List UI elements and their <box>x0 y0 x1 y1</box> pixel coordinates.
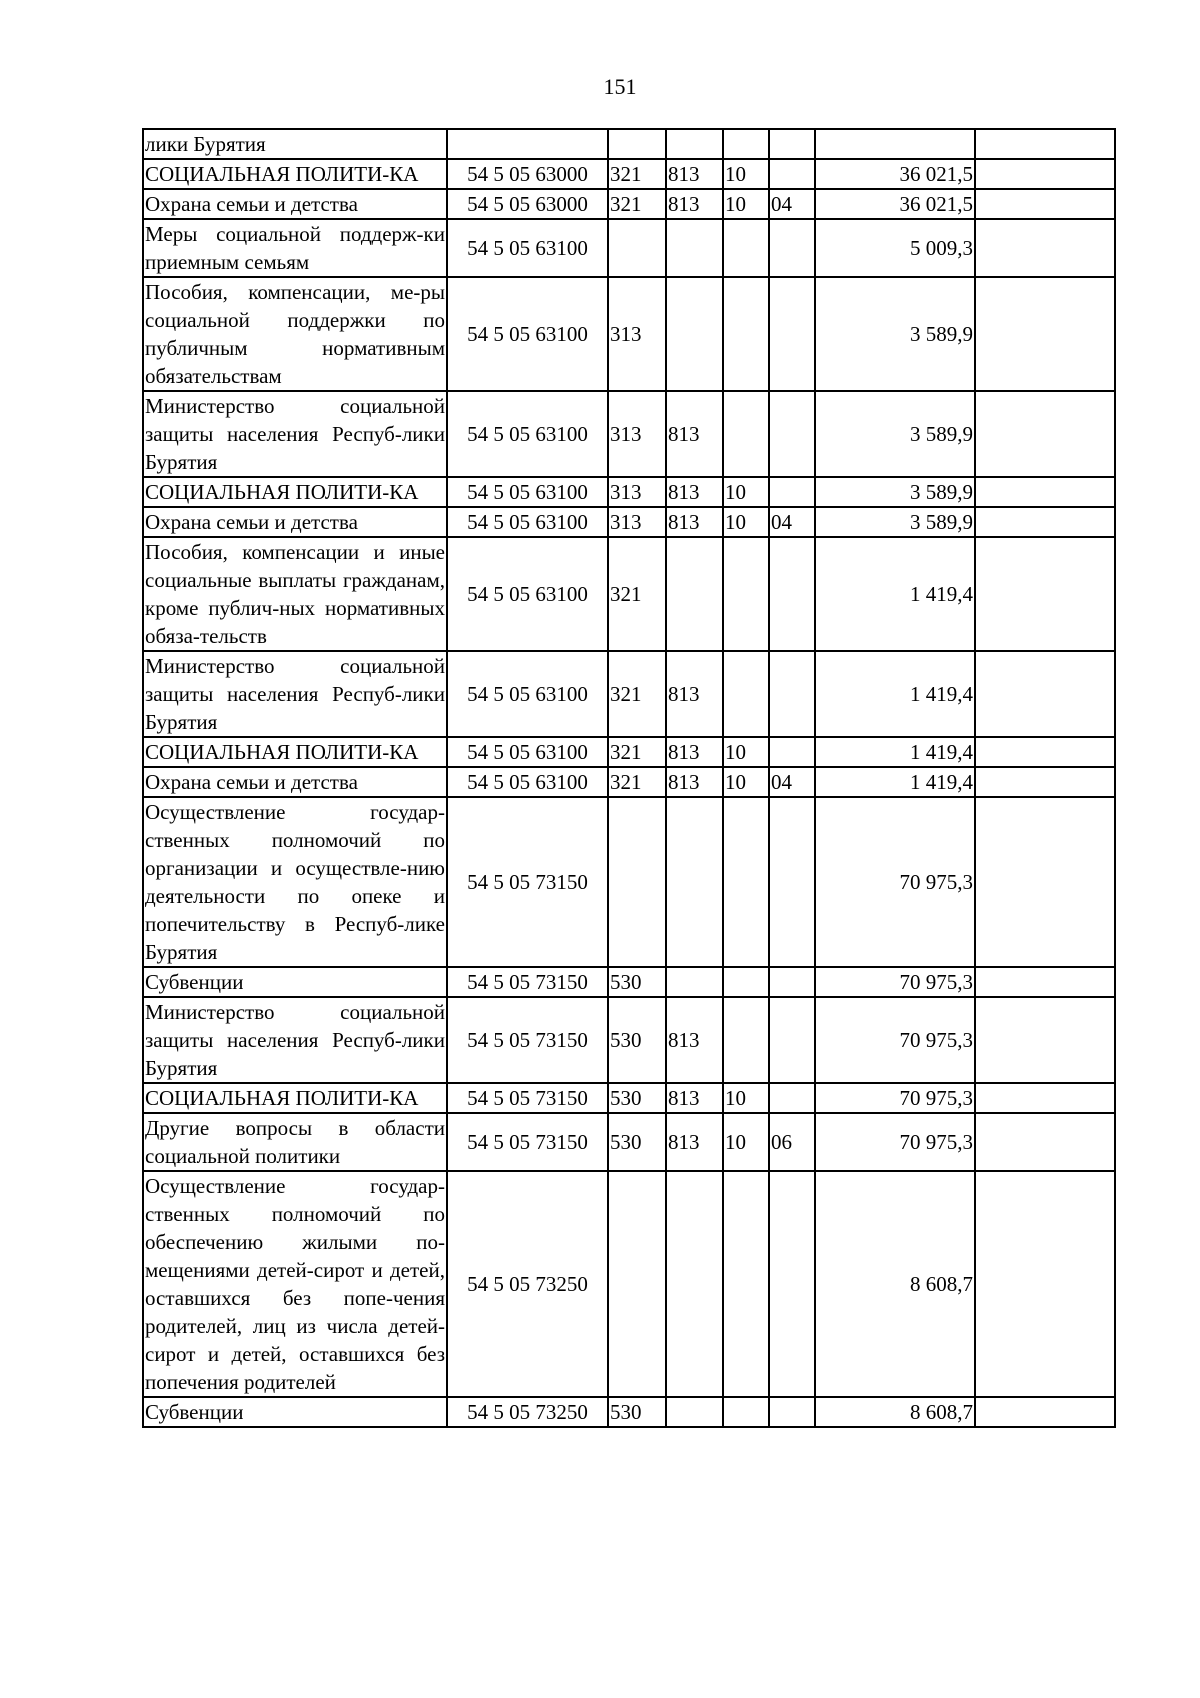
cell-section <box>723 651 769 737</box>
cell-name: Охрана семьи и детства <box>143 767 447 797</box>
cell-subsection <box>769 651 815 737</box>
cell-section: 10 <box>723 1113 769 1171</box>
table-row <box>143 129 1115 159</box>
cell-subsection <box>769 159 815 189</box>
cell-amount: 5 009,3 <box>815 219 975 277</box>
cell-subsection <box>769 477 815 507</box>
table-row <box>143 219 1115 277</box>
table-row <box>143 767 1115 797</box>
table-row <box>143 537 1115 651</box>
cell-amount: 36 021,5 <box>815 159 975 189</box>
cell-amount: 1 419,4 <box>815 737 975 767</box>
cell-administrator <box>666 1171 723 1397</box>
cell-section: 10 <box>723 1083 769 1113</box>
table-row <box>143 1083 1115 1113</box>
cell-section <box>723 967 769 997</box>
cell-name: Меры социальной поддерж-ки приемным семьям <box>143 219 447 277</box>
table-row <box>143 1113 1115 1171</box>
cell-amount: 36 021,5 <box>815 189 975 219</box>
cell-subsection: 04 <box>769 507 815 537</box>
cell-subsection <box>769 1083 815 1113</box>
cell-target-code: 54 5 05 63000 <box>447 159 608 189</box>
cell-target-code: 54 5 05 73150 <box>447 1083 608 1113</box>
cell-target-code: 54 5 05 63100 <box>447 767 608 797</box>
cell-expense-type: 313 <box>608 277 666 391</box>
cell-empty <box>975 737 1115 767</box>
cell-administrator: 813 <box>666 997 723 1083</box>
cell-empty <box>975 967 1115 997</box>
cell-section <box>723 129 769 159</box>
cell-subsection <box>769 219 815 277</box>
cell-subsection <box>769 1171 815 1397</box>
table-row <box>143 797 1115 967</box>
cell-section: 10 <box>723 507 769 537</box>
cell-subsection <box>769 391 815 477</box>
cell-administrator <box>666 537 723 651</box>
page-number: 151 <box>603 74 637 99</box>
cell-target-code: 54 5 05 63100 <box>447 477 608 507</box>
cell-name: лики Бурятия <box>143 129 447 159</box>
cell-target-code: 54 5 05 63100 <box>447 651 608 737</box>
cell-subsection <box>769 129 815 159</box>
cell-section: 10 <box>723 767 769 797</box>
cell-administrator: 813 <box>666 391 723 477</box>
cell-name: СОЦИАЛЬНАЯ ПОЛИТИ-КА <box>143 159 447 189</box>
cell-administrator <box>666 277 723 391</box>
cell-expense-type: 321 <box>608 159 666 189</box>
cell-subsection <box>769 997 815 1083</box>
table-row <box>143 1171 1115 1397</box>
cell-name: СОЦИАЛЬНАЯ ПОЛИТИ-КА <box>143 737 447 767</box>
cell-empty <box>975 277 1115 391</box>
cell-amount: 3 589,9 <box>815 277 975 391</box>
cell-name: Министерство социальной защиты населения Респуб-лики Бурятия <box>143 997 447 1083</box>
table-body <box>143 129 1115 1427</box>
cell-name: Другие вопросы в области социальной политики <box>143 1113 447 1171</box>
cell-empty <box>975 1171 1115 1397</box>
cell-empty <box>975 189 1115 219</box>
cell-subsection <box>769 737 815 767</box>
cell-section: 10 <box>723 159 769 189</box>
cell-amount: 1 419,4 <box>815 651 975 737</box>
cell-empty <box>975 129 1115 159</box>
cell-administrator: 813 <box>666 1113 723 1171</box>
cell-subsection <box>769 967 815 997</box>
table-row <box>143 277 1115 391</box>
cell-amount: 70 975,3 <box>815 1113 975 1171</box>
table-row <box>143 477 1115 507</box>
table-row <box>143 1397 1115 1427</box>
table-row <box>143 967 1115 997</box>
cell-amount: 70 975,3 <box>815 797 975 967</box>
table-row <box>143 391 1115 477</box>
cell-administrator: 813 <box>666 1083 723 1113</box>
cell-expense-type: 313 <box>608 477 666 507</box>
cell-expense-type: 321 <box>608 767 666 797</box>
cell-target-code: 54 5 05 73150 <box>447 797 608 967</box>
cell-target-code: 54 5 05 73250 <box>447 1397 608 1427</box>
cell-administrator <box>666 1397 723 1427</box>
cell-amount: 70 975,3 <box>815 967 975 997</box>
cell-expense-type: 530 <box>608 967 666 997</box>
cell-expense-type: 530 <box>608 997 666 1083</box>
cell-amount: 70 975,3 <box>815 1083 975 1113</box>
cell-empty <box>975 997 1115 1083</box>
cell-administrator: 813 <box>666 159 723 189</box>
cell-empty <box>975 1083 1115 1113</box>
cell-administrator: 813 <box>666 737 723 767</box>
cell-name: Субвенции <box>143 967 447 997</box>
cell-amount: 8 608,7 <box>815 1171 975 1397</box>
cell-administrator: 813 <box>666 477 723 507</box>
table-row <box>143 997 1115 1083</box>
cell-empty <box>975 1113 1115 1171</box>
cell-amount: 8 608,7 <box>815 1397 975 1427</box>
cell-expense-type: 321 <box>608 651 666 737</box>
cell-name: Пособия, компенсации, ме-ры социальной поддержки по публичным нормативным обязательствам <box>143 277 447 391</box>
cell-amount: 70 975,3 <box>815 997 975 1083</box>
cell-target-code: 54 5 05 73150 <box>447 967 608 997</box>
cell-target-code: 54 5 05 73250 <box>447 1171 608 1397</box>
cell-section <box>723 391 769 477</box>
table-row <box>143 189 1115 219</box>
cell-target-code: 54 5 05 63100 <box>447 507 608 537</box>
cell-subsection <box>769 797 815 967</box>
cell-amount: 3 589,9 <box>815 391 975 477</box>
cell-administrator: 813 <box>666 651 723 737</box>
cell-target-code <box>447 129 608 159</box>
cell-section <box>723 997 769 1083</box>
cell-name: Министерство социальной защиты населения Респуб-лики Бурятия <box>143 651 447 737</box>
cell-expense-type: 321 <box>608 537 666 651</box>
cell-subsection <box>769 537 815 651</box>
cell-empty <box>975 219 1115 277</box>
table-row <box>143 507 1115 537</box>
cell-target-code: 54 5 05 63100 <box>447 277 608 391</box>
budget-table <box>142 128 1116 1428</box>
cell-section <box>723 797 769 967</box>
cell-amount: 3 589,9 <box>815 477 975 507</box>
cell-expense-type: 313 <box>608 391 666 477</box>
cell-section <box>723 537 769 651</box>
cell-section: 10 <box>723 189 769 219</box>
cell-name: Осуществление государ-ственных полномочий по обеспечению жилыми по-мещениями детей-сирот и детей, оставшихся без попе-чения родителей, лиц из числа детей-сирот и детей, оставшихся без попечения родителей <box>143 1171 447 1397</box>
table-row <box>143 159 1115 189</box>
table-row <box>143 651 1115 737</box>
cell-target-code: 54 5 05 63100 <box>447 219 608 277</box>
cell-empty <box>975 651 1115 737</box>
cell-expense-type <box>608 1171 666 1397</box>
cell-amount <box>815 129 975 159</box>
cell-name: Охрана семьи и детства <box>143 189 447 219</box>
cell-expense-type: 530 <box>608 1397 666 1427</box>
cell-name: СОЦИАЛЬНАЯ ПОЛИТИ-КА <box>143 1083 447 1113</box>
cell-administrator <box>666 797 723 967</box>
cell-administrator: 813 <box>666 767 723 797</box>
cell-target-code: 54 5 05 63100 <box>447 537 608 651</box>
cell-expense-type <box>608 129 666 159</box>
cell-subsection <box>769 277 815 391</box>
cell-section <box>723 277 769 391</box>
cell-section <box>723 1171 769 1397</box>
cell-name: Субвенции <box>143 1397 447 1427</box>
cell-name: Охрана семьи и детства <box>143 507 447 537</box>
cell-administrator <box>666 967 723 997</box>
cell-empty <box>975 159 1115 189</box>
cell-empty <box>975 507 1115 537</box>
cell-expense-type: 321 <box>608 737 666 767</box>
cell-amount: 3 589,9 <box>815 507 975 537</box>
cell-empty <box>975 767 1115 797</box>
cell-subsection: 04 <box>769 767 815 797</box>
cell-administrator: 813 <box>666 189 723 219</box>
cell-section: 10 <box>723 737 769 767</box>
cell-section <box>723 219 769 277</box>
cell-amount: 1 419,4 <box>815 767 975 797</box>
cell-empty <box>975 1397 1115 1427</box>
cell-section: 10 <box>723 477 769 507</box>
cell-section <box>723 1397 769 1427</box>
cell-administrator: 813 <box>666 507 723 537</box>
cell-target-code: 54 5 05 63000 <box>447 189 608 219</box>
cell-empty <box>975 797 1115 967</box>
cell-name: Осуществление государ-ственных полномочий по организации и осуществле-нию деятельности по опеке и попечительству в Респуб-лике Бурятия <box>143 797 447 967</box>
cell-subsection <box>769 1397 815 1427</box>
cell-target-code: 54 5 05 63100 <box>447 737 608 767</box>
cell-expense-type: 530 <box>608 1083 666 1113</box>
cell-name: Министерство социальной защиты населения Респуб-лики Бурятия <box>143 391 447 477</box>
cell-administrator <box>666 129 723 159</box>
table-row <box>143 737 1115 767</box>
cell-expense-type: 321 <box>608 189 666 219</box>
cell-expense-type <box>608 219 666 277</box>
cell-administrator <box>666 219 723 277</box>
cell-empty <box>975 537 1115 651</box>
cell-subsection: 04 <box>769 189 815 219</box>
cell-name: СОЦИАЛЬНАЯ ПОЛИТИ-КА <box>143 477 447 507</box>
cell-subsection: 06 <box>769 1113 815 1171</box>
cell-empty <box>975 477 1115 507</box>
cell-amount: 1 419,4 <box>815 537 975 651</box>
cell-expense-type: 313 <box>608 507 666 537</box>
cell-name: Пособия, компенсации и иные социальные выплаты гражданам, кроме публич-ных нормативных обяза-тельств <box>143 537 447 651</box>
cell-expense-type: 530 <box>608 1113 666 1171</box>
cell-target-code: 54 5 05 73150 <box>447 1113 608 1171</box>
cell-empty <box>975 391 1115 477</box>
cell-expense-type <box>608 797 666 967</box>
cell-target-code: 54 5 05 63100 <box>447 391 608 477</box>
cell-target-code: 54 5 05 73150 <box>447 997 608 1083</box>
